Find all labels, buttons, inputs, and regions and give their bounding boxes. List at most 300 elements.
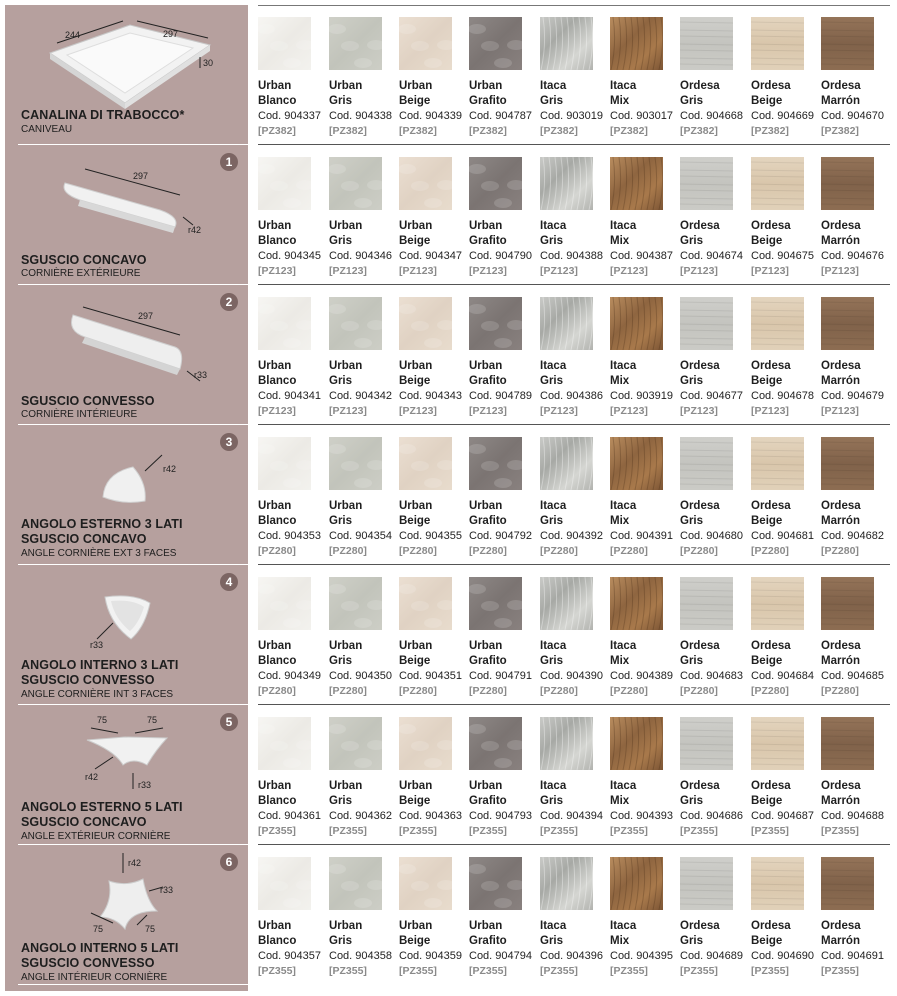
tile-pieces: [PZ280] [329,545,367,557]
tile-color-name: Gris [540,795,564,807]
tile-item [540,17,603,138]
tile-code: Cod. 904388 [540,250,603,262]
tile-code: Cod. 904793 [469,810,532,822]
tile-name: Urban [329,640,363,652]
tile-swatch [258,297,311,350]
tile-swatch [329,17,382,70]
tile-code: Cod. 904676 [821,250,884,262]
piece-row [0,565,897,705]
tile-color-name: Marrón [821,235,860,247]
tile-swatch [751,857,804,910]
tile-swatch [821,17,874,70]
tile-name: Urban [469,220,503,232]
tile-code: Cod. 904362 [329,810,392,822]
piece-subtitle: ANGLE CORNIÈRE INT 3 FACES [21,689,174,700]
tile-name: Ordesa [751,640,791,652]
tile-code: Cod. 904679 [821,390,884,402]
piece-title: ANGOLO INTERNO 3 LATI [21,658,179,672]
tile-swatch [469,297,522,350]
tile-name: Urban [469,360,503,372]
dim-label: r42 [85,772,99,782]
tile-name: Urban [399,360,433,372]
tile-color-name: Beige [751,795,783,807]
tile-item [399,297,462,418]
tile-item [680,857,743,978]
tile-name: Urban [399,220,433,232]
tile-item [751,577,814,698]
tile-pieces: [PZ355] [258,965,296,977]
tile-name: Ordesa [821,220,861,232]
tile-name: Ordesa [680,500,720,512]
tile-color-name: Gris [680,375,704,387]
tile-color-name: Gris [329,95,353,107]
piece-info [5,5,248,145]
tile-pieces: [PZ123] [469,265,507,277]
tile-swatch [329,857,382,910]
tile-code: Cod. 904355 [399,530,462,542]
tile-swatch [821,157,874,210]
tile-item [329,437,392,558]
tile-code: Cod. 903019 [540,110,603,122]
dim-label: 30 [203,58,214,68]
tile-code: Cod. 904688 [821,810,884,822]
tile-pieces: [PZ123] [610,405,648,417]
tile-name: Ordesa [821,780,861,792]
tile-name: Itaca [610,920,637,932]
tile-item [469,17,532,138]
tile-name: Itaca [540,80,567,92]
tile-code: Cod. 904347 [399,250,462,262]
tile-pieces: [PZ382] [469,125,507,137]
tile-item [821,157,884,278]
tile-item [610,857,673,978]
dim-label: r42 [188,225,202,235]
tile-code: Cod. 904387 [610,250,673,262]
dim-label: r42 [128,858,142,868]
tile-code: Cod. 904349 [258,670,321,682]
tile-item [258,857,321,978]
tile-pieces: [PZ355] [469,965,507,977]
piece-subtitle: CANIVEAU [21,124,73,135]
tile-name: Urban [329,920,363,932]
tile-swatch [399,577,452,630]
tile-pieces: [PZ280] [821,685,859,697]
tile-item [821,717,884,838]
tile-name: Urban [258,360,292,372]
tile-code: Cod. 904338 [329,110,392,122]
tile-pieces: [PZ123] [680,405,718,417]
tile-pieces: [PZ355] [399,965,437,977]
tile-color-name: Blanco [258,95,297,107]
dim-label: 297 [133,171,149,181]
tile-pieces: [PZ280] [610,685,648,697]
tile-name: Ordesa [751,920,791,932]
tile-pieces: [PZ280] [258,545,296,557]
dim-label: r42 [163,464,177,474]
tile-item [751,17,814,138]
tile-color-name: Marrón [821,515,860,527]
tile-swatch [469,157,522,210]
piece-title: SGUSCIO CONCAVO [21,253,147,267]
tile-name: Urban [258,220,292,232]
tile-item [821,437,884,558]
piece-row [0,845,897,985]
tile-name: Ordesa [680,80,720,92]
tile-swatch [258,717,311,770]
tile-color-name: Gris [540,235,564,247]
tile-item [258,437,321,558]
tile-name: Urban [399,500,433,512]
piece-info [5,705,248,845]
sguscio-concavo-drawing [5,145,248,255]
tile-swatch [610,297,663,350]
tile-code: Cod. 904389 [610,670,673,682]
tile-code: Cod. 904690 [751,950,814,962]
piece-row [0,145,897,285]
tile-item [540,717,603,838]
tile-item [258,717,321,838]
tile-code: Cod. 904359 [399,950,462,962]
tile-pieces: [PZ280] [680,545,718,557]
piece-title: CANALINA DI TRABOCCO* [21,108,185,122]
tile-color-name: Blanco [258,795,297,807]
dim-label: r33 [138,780,152,790]
tile-color-name: Grafito [469,235,507,247]
tile-code: Cod. 904687 [751,810,814,822]
tile-code: Cod. 904394 [540,810,603,822]
tile-code: Cod. 904345 [258,250,321,262]
tile-pieces: [PZ123] [258,265,296,277]
tile-code: Cod. 904386 [540,390,603,402]
tile-pieces: [PZ123] [751,265,789,277]
tile-swatch [751,577,804,630]
piece-title: SGUSCIO CONVESSO [21,394,155,408]
tile-code: Cod. 903017 [610,110,673,122]
tile-name: Urban [399,80,433,92]
tile-name: Itaca [540,220,567,232]
tile-color-name: Blanco [258,515,297,527]
dim-label: 75 [145,924,156,934]
tile-code: Cod. 904691 [821,950,884,962]
tile-color-name: Gris [329,795,353,807]
dim-label: 244 [65,30,81,40]
tile-pieces: [PZ280] [751,685,789,697]
tile-swatch [540,857,593,910]
tile-item [329,857,392,978]
tile-item [821,577,884,698]
tile-name: Ordesa [680,220,720,232]
tile-item [258,577,321,698]
tile-swatch [469,437,522,490]
tile-pieces: [PZ123] [821,265,859,277]
tile-name: Ordesa [751,360,791,372]
tile-pieces: [PZ382] [258,125,296,137]
canalina-drawing [5,5,248,115]
tile-name: Urban [399,920,433,932]
tile-code: Cod. 904686 [680,810,743,822]
tile-color-name: Beige [751,375,783,387]
tile-code: Cod. 904358 [329,950,392,962]
tile-color-name: Beige [751,515,783,527]
tile-item [258,157,321,278]
tile-item [540,157,603,278]
piece-title-line2: SGUSCIO CONCAVO [21,815,147,829]
dim-label: r33 [160,885,174,895]
dim-label: r33 [194,370,208,380]
tile-color-name: Gris [680,655,704,667]
piece-number-badge: 4 [220,573,238,591]
tile-swatch [399,437,452,490]
tile-name: Ordesa [680,640,720,652]
tile-item [610,297,673,418]
tile-item [821,857,884,978]
tile-code: Cod. 904677 [680,390,743,402]
tile-item [680,157,743,278]
tile-code: Cod. 904791 [469,670,532,682]
tile-color-name: Beige [399,375,431,387]
tile-color-name: Blanco [258,235,297,247]
piece-number-badge: 6 [220,853,238,871]
tile-code: Cod. 904343 [399,390,462,402]
piece-info [5,285,248,425]
tile-item [469,577,532,698]
tile-color-name: Grafito [469,935,507,947]
tile-pieces: [PZ355] [329,965,367,977]
tile-code: Cod. 904363 [399,810,462,822]
piece-subtitle: ANGLE CORNIÈRE EXT 3 FACES [21,548,177,559]
tile-pieces: [PZ280] [751,545,789,557]
tile-swatch [469,717,522,770]
tile-swatch [469,857,522,910]
tile-color-name: Blanco [258,655,297,667]
piece-row [0,285,897,425]
tile-name: Ordesa [680,920,720,932]
tile-item [469,857,532,978]
tile-swatch [610,17,663,70]
tile-color-name: Beige [751,95,783,107]
tile-name: Ordesa [821,360,861,372]
tile-swatch [329,577,382,630]
dim-label: 297 [138,311,154,321]
tile-pieces: [PZ280] [540,685,578,697]
tile-swatch [821,577,874,630]
angolo-esterno-5-drawing [5,705,248,815]
tile-name: Ordesa [680,780,720,792]
tile-color-name: Grafito [469,375,507,387]
tile-pieces: [PZ382] [610,125,648,137]
tile-color-name: Gris [540,935,564,947]
tile-item [680,17,743,138]
tile-swatch [399,297,452,350]
tile-color-name: Beige [399,235,431,247]
tile-pieces: [PZ355] [821,825,859,837]
tile-name: Urban [329,500,363,512]
tile-item [680,297,743,418]
tile-color-name: Beige [751,935,783,947]
tile-code: Cod. 904685 [821,670,884,682]
tile-code: Cod. 904354 [329,530,392,542]
tile-item [329,297,392,418]
tile-pieces: [PZ123] [399,405,437,417]
tile-name: Urban [258,920,292,932]
tile-name: Ordesa [751,500,791,512]
tile-item [610,157,673,278]
tile-color-name: Beige [399,515,431,527]
tile-pieces: [PZ123] [258,405,296,417]
tile-name: Ordesa [680,360,720,372]
tile-pieces: [PZ280] [258,685,296,697]
tile-code: Cod. 904683 [680,670,743,682]
tile-swatch [540,577,593,630]
tile-color-name: Gris [329,655,353,667]
tile-name: Itaca [610,220,637,232]
tile-color-name: Mix [610,95,630,107]
tile-code: Cod. 904392 [540,530,603,542]
tile-pieces: [PZ355] [610,825,648,837]
tile-item [258,17,321,138]
tile-pieces: [PZ355] [258,825,296,837]
tile-pieces: [PZ280] [610,545,648,557]
tile-code: Cod. 904339 [399,110,462,122]
tile-code: Cod. 904682 [821,530,884,542]
tile-item [540,297,603,418]
tile-item [329,577,392,698]
tile-color-name: Gris [680,235,704,247]
piece-info [5,425,248,565]
tile-name: Urban [469,500,503,512]
tile-swatch [751,157,804,210]
tile-item [751,437,814,558]
tile-pieces: [PZ123] [751,405,789,417]
angolo-interno-5-drawing [5,845,248,955]
tile-name: Ordesa [821,920,861,932]
tile-pieces: [PZ123] [610,265,648,277]
tile-pieces: [PZ123] [821,405,859,417]
piece-subtitle: ANGLE INTÉRIEUR CORNIÈRE [21,972,168,983]
tile-pieces: [PZ382] [821,125,859,137]
tile-swatch [680,157,733,210]
tile-code: Cod. 904675 [751,250,814,262]
tile-swatch [258,577,311,630]
tile-color-name: Grafito [469,795,507,807]
tile-code: Cod. 904351 [399,670,462,682]
tile-name: Urban [329,220,363,232]
tile-swatch [329,297,382,350]
tile-code: Cod. 904669 [751,110,814,122]
tile-item [258,297,321,418]
tile-code: Cod. 904792 [469,530,532,542]
tile-swatch [680,577,733,630]
tile-color-name: Beige [399,655,431,667]
tile-color-name: Beige [751,655,783,667]
tile-swatch [399,717,452,770]
tile-item [610,577,673,698]
tile-code: Cod. 904674 [680,250,743,262]
piece-info [5,845,248,985]
tile-name: Itaca [540,500,567,512]
tile-item [329,17,392,138]
tile-code: Cod. 904350 [329,670,392,682]
tile-name: Itaca [610,780,637,792]
tile-color-name: Marrón [821,935,860,947]
tile-name: Urban [258,500,292,512]
tile-item [751,297,814,418]
tile-code: Cod. 904337 [258,110,321,122]
tile-swatch [540,157,593,210]
tile-item [680,577,743,698]
tile-color-name: Marrón [821,375,860,387]
tile-color-name: Mix [610,515,630,527]
piece-number-badge: 2 [220,293,238,311]
tile-color-name: Beige [399,95,431,107]
tile-swatch [399,157,452,210]
tile-pieces: [PZ382] [680,125,718,137]
piece-title: ANGOLO ESTERNO 5 LATI [21,800,183,814]
tile-color-name: Blanco [258,935,297,947]
tile-swatch [329,437,382,490]
tile-item [680,717,743,838]
tile-code: Cod. 904396 [540,950,603,962]
tile-swatch [751,17,804,70]
tile-color-name: Grafito [469,655,507,667]
tile-swatch [751,437,804,490]
dim-label: r33 [90,640,104,650]
tile-name: Urban [469,780,503,792]
tile-color-name: Beige [399,795,431,807]
tile-swatch [540,437,593,490]
tile-pieces: [PZ355] [821,965,859,977]
tile-item [399,437,462,558]
tile-code: Cod. 904357 [258,950,321,962]
tile-pieces: [PZ123] [329,405,367,417]
tile-swatch [751,717,804,770]
tile-swatch [329,157,382,210]
piece-title: ANGOLO INTERNO 5 LATI [21,941,179,955]
tile-pieces: [PZ355] [610,965,648,977]
piece-row [0,705,897,845]
tile-swatch [610,717,663,770]
tile-color-name: Gris [680,95,704,107]
tile-code: Cod. 904341 [258,390,321,402]
tile-swatch [258,157,311,210]
tile-code: Cod. 904342 [329,390,392,402]
tile-swatch [399,857,452,910]
tile-name: Urban [469,920,503,932]
tile-swatch [610,157,663,210]
tile-code: Cod. 904670 [821,110,884,122]
tile-pieces: [PZ280] [399,545,437,557]
tile-item [399,717,462,838]
piece-title: ANGOLO ESTERNO 3 LATI [21,517,183,531]
tile-name: Urban [399,640,433,652]
tile-name: Itaca [540,780,567,792]
tile-swatch [680,717,733,770]
tile-code: Cod. 903919 [610,390,673,402]
tile-item [329,157,392,278]
tile-pieces: [PZ355] [680,825,718,837]
tile-code: Cod. 904680 [680,530,743,542]
tile-color-name: Mix [610,375,630,387]
tile-pieces: [PZ382] [399,125,437,137]
tile-pieces: [PZ280] [469,685,507,697]
tile-code: Cod. 904789 [469,390,532,402]
tile-pieces: [PZ355] [399,825,437,837]
tile-pieces: [PZ123] [540,265,578,277]
tile-pieces: [PZ382] [540,125,578,137]
tile-swatch [399,17,452,70]
tile-color-name: Gris [540,375,564,387]
dim-label: 75 [97,715,108,725]
